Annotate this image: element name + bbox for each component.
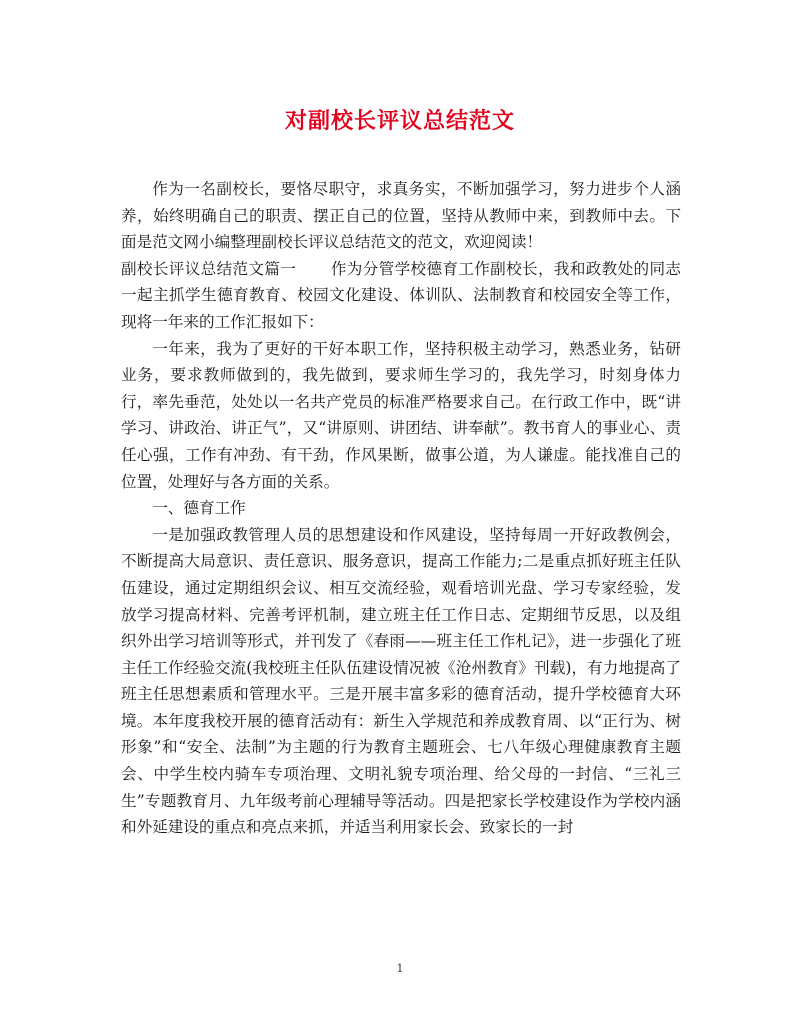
paragraph-2: 一是加强政教管理人员的思想建设和作风建设，坚持每周一开好政教例会，不断提高大局意识、责任意识、服务意识，提高工作能力;二是重点抓好班主任队伍建设，通过定期组织会议、相互交流经验，观看培训光盘、学习专家经验，发放学习提高材料、完善考评机制，建立班主任工作日志、定期细节反思，以及组织外出学习培训等形式，并刊发了《春雨——班主任工作札记》，进一步强化了班主任工作经验交流(我校班主任队伍建设情况被《沧州教育》刊载)，有力地提高了班主任思想素质和管理水平。三是开展丰富多彩的德育活动，提升学校德育大环境。本年度我校开展的德育活动有：新生入学规范和养成教育周、以“正行为、树形象”和“安全、法制”为主题的行为教育主题班会、七八年级心理健康教育主题会、中学生校内骑车专项治理、文明礼貌专项治理、给父母的一封信、“三礼三生”专题教育月、九年级考前心理辅导等活动。四是把家长学校建设作为学校内涵和外延建设的重点和亮点来抓，并适当利用家长会、致家长的一封 — [121, 525, 681, 837]
paragraph-1: 一年来，我为了更好的干好本职工作，坚持积极主动学习，熟悉业务，钻研业务，要求教师做到的，我先做到，要求师生学习的，我先学习，时刻身体力行，率先垂范，处处以一名共产党员的标准严格要求自己。在行政工作中，既“讲学习、讲政治、讲正气”，又“讲原则、讲团结、讲奉献”。教书育人的事业心、责任心强，工作有冲劲、有干劲，作风果断，做事公道，为人谦虚。能找准自己的位置，处理好与各方面的关系。 — [121, 339, 681, 491]
article-label: 副校长评议总结范文篇一 — [121, 259, 297, 278]
article-lead-paragraph — [121, 256, 681, 336]
intro-paragraph: 作为一名副校长，要恪尽职守，求真务实，不断加强学习，努力进步个人涵养，始终明确自己的职责、摆正自己的位置，坚持从教师中来，到教师中去。下面是范文网小编整理副校长评议总结范文的范文，欢迎阅读！ — [121, 180, 681, 252]
page-number: 1 — [396, 962, 404, 975]
section-heading-moral-education: 一、德育工作 — [152, 499, 246, 518]
document-title: 对副校长评议总结范文 — [284, 108, 515, 134]
document-body — [121, 176, 681, 841]
article-lead-text: 作为分管学校德育工作副校长，我和政教处的同志一起主抓学生德育教育、校园文化建设、体训队、法制教育和校园安全等工作，现将一年来的工作汇报如下： — [121, 259, 681, 331]
